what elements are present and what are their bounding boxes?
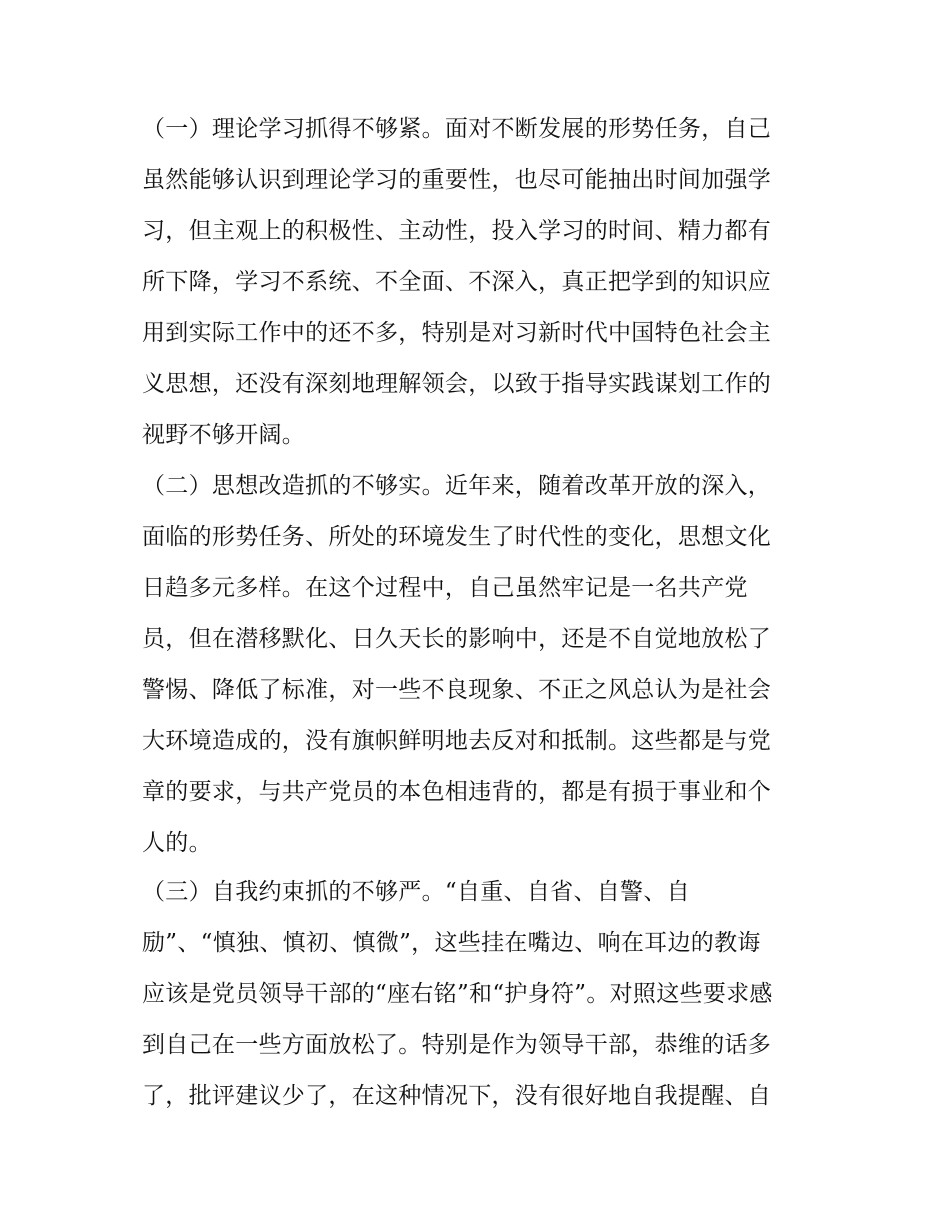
paragraph-line: 应该是党员领导干部的“座右铭”和“护身符”。对照这些要求感 bbox=[142, 981, 773, 1007]
paragraph-line: （三）自我约束抓的不够严。“自重、自省、自警、自 bbox=[142, 879, 690, 905]
paragraph-line: 虽然能够认识到理论学习的重要性，也尽可能抽出时间加强学 bbox=[142, 167, 772, 193]
paragraph-line: 视野不够开阔。 bbox=[142, 422, 306, 448]
paragraph-line: 用到实际工作中的还不多，特别是对习新时代中国特色社会主 bbox=[142, 320, 772, 346]
paragraph-line: 员，但在潜移默化、日久天长的影响中，还是不自觉地放松了 bbox=[142, 626, 772, 652]
paragraph-3 bbox=[142, 867, 822, 1122]
paragraph-2 bbox=[142, 461, 822, 869]
paragraph-line: 励”、“慎独、慎初、慎微”，这些挂在嘴边、响在耳边的教诲 bbox=[142, 930, 761, 956]
paragraph-line: 章的要求，与共产党员的本色相违背的，都是有损于事业和个 bbox=[142, 779, 772, 805]
paragraph-line: 习，但主观上的积极性、主动性，投入学习的时间、精力都有 bbox=[142, 218, 772, 244]
paragraph-line: 面临的形势任务、所处的环境发生了时代性的变化，思想文化 bbox=[142, 524, 772, 550]
paragraph-line: （二）思想改造抓的不够实。近年来，随着改革开放的深入， bbox=[142, 473, 772, 499]
paragraph-line: 义思想，还没有深刻地理解领会，以致于指导实践谋划工作的 bbox=[142, 371, 772, 397]
paragraph-line: （一）理论学习抓得不够紧。面对不断发展的形势任务，自己 bbox=[142, 116, 772, 142]
paragraph-line: 日趋多元多样。在这个过程中，自己虽然牢记是一名共产党 bbox=[142, 575, 748, 601]
paragraph-line: 警惕、降低了标准，对一些不良现象、不正之风总认为是社会 bbox=[142, 677, 772, 703]
paragraph-line: 了，批评建议少了，在这种情况下，没有很好地自我提醒、自 bbox=[142, 1083, 772, 1109]
paragraph-line: 到自己在一些方面放松了。特别是作为领导干部，恭维的话多 bbox=[142, 1032, 772, 1058]
paragraph-line: 人的。 bbox=[142, 830, 212, 856]
paragraph-line: 大环境造成的，没有旗帜鲜明地去反对和抵制。这些都是与党 bbox=[142, 728, 772, 754]
paragraph-line: 所下降，学习不系统、不全面、不深入，真正把学到的知识应 bbox=[142, 269, 772, 295]
paragraph-1 bbox=[142, 104, 822, 461]
